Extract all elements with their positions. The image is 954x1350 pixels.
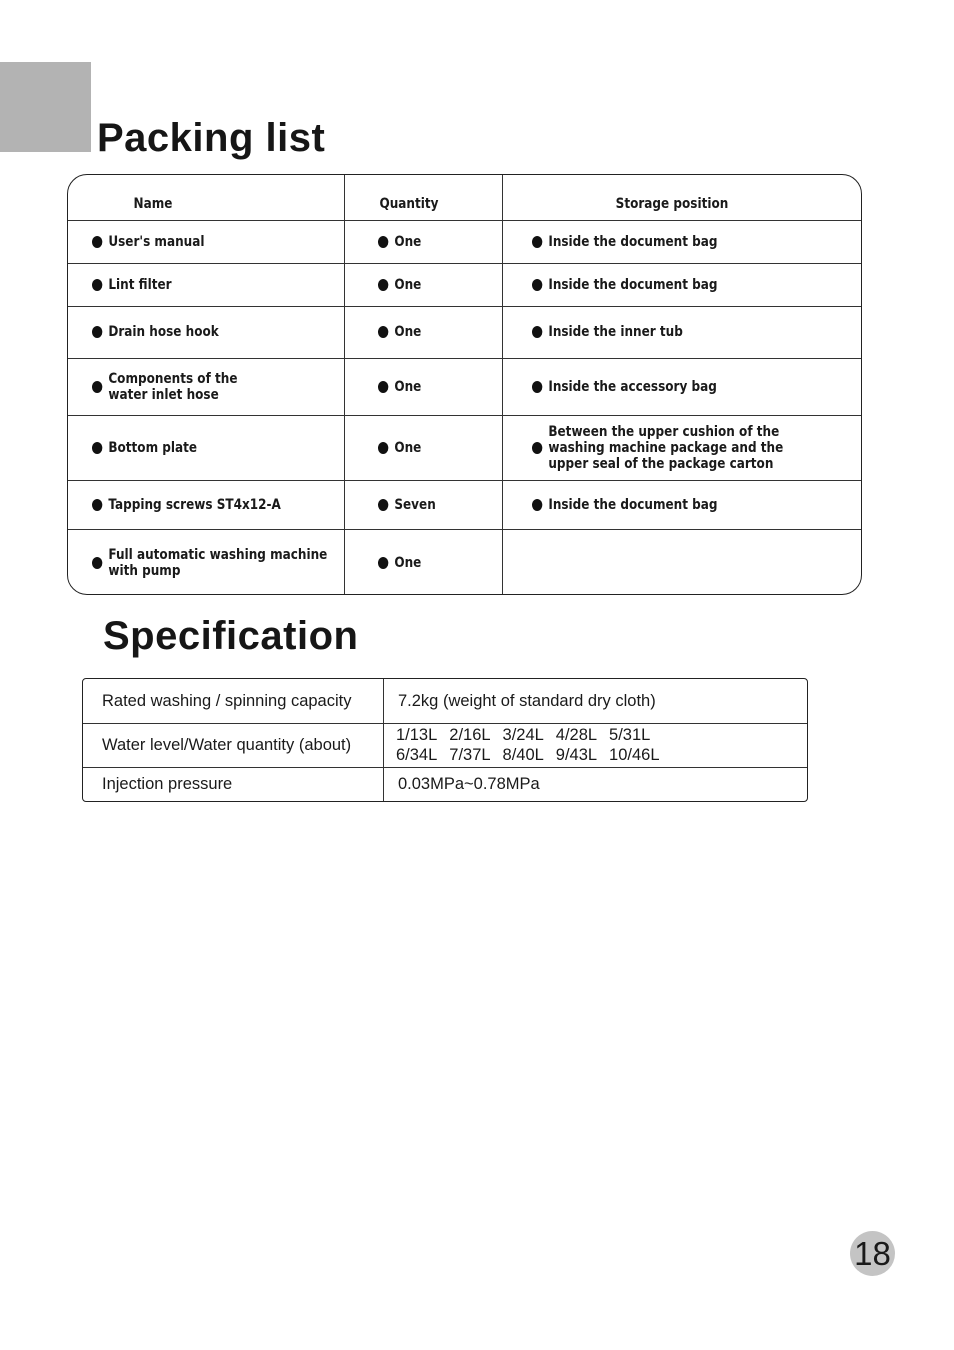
spec-value-line: 7.2kg (weight of standard dry cloth) bbox=[398, 691, 656, 710]
spec-value bbox=[398, 767, 798, 801]
specification-title: Specification bbox=[103, 614, 359, 658]
bullet-icon bbox=[92, 499, 102, 511]
bullet-icon bbox=[378, 557, 388, 569]
bullet-icon bbox=[378, 381, 388, 393]
bullet-icon bbox=[92, 236, 102, 248]
bullet-icon bbox=[378, 236, 388, 248]
cell-text bbox=[548, 379, 717, 395]
cell-text bbox=[394, 277, 421, 293]
cell-text bbox=[394, 555, 421, 571]
bullet-icon bbox=[92, 442, 102, 454]
bullet-icon bbox=[378, 279, 388, 291]
cell-text bbox=[108, 547, 327, 579]
cell-line: One bbox=[394, 439, 422, 456]
bullet-icon bbox=[532, 442, 542, 454]
spec-label: Water level/Water quantity (about) bbox=[102, 735, 352, 754]
cell-line: Inside the document bag bbox=[548, 276, 718, 293]
item-storage-position bbox=[532, 263, 807, 306]
cell-line: Components of the bbox=[108, 370, 238, 387]
cell-line: Full automatic washing machine bbox=[108, 546, 328, 563]
cell-line: Inside the accessory bag bbox=[548, 378, 717, 395]
item-storage-position bbox=[532, 480, 807, 529]
bullet-icon bbox=[532, 499, 542, 511]
item-name bbox=[92, 529, 328, 595]
cell-text bbox=[108, 440, 197, 456]
cell-line: with pump bbox=[108, 562, 181, 579]
cell-line: One bbox=[394, 324, 422, 340]
column-divider bbox=[502, 175, 503, 594]
cell-line: Inside the inner tub bbox=[548, 324, 683, 340]
bullet-icon bbox=[532, 236, 542, 248]
cell-line: Lint filter bbox=[108, 276, 172, 293]
item-storage-position bbox=[532, 358, 807, 415]
cell-text bbox=[394, 379, 421, 395]
bullet-icon bbox=[92, 381, 102, 393]
cell-text bbox=[548, 234, 717, 250]
spec-value bbox=[396, 723, 796, 767]
cell-text bbox=[394, 497, 435, 513]
cell-text bbox=[548, 324, 683, 340]
bullet-icon bbox=[378, 499, 388, 511]
corner-tab-block bbox=[0, 62, 91, 152]
item-quantity bbox=[378, 263, 481, 306]
cell-text bbox=[548, 497, 717, 513]
item-storage-position bbox=[532, 415, 807, 480]
cell-text bbox=[394, 440, 421, 456]
column-divider bbox=[383, 679, 384, 801]
cell-line: Between the upper cushion of the bbox=[548, 423, 780, 440]
item-name bbox=[92, 480, 309, 529]
bullet-icon bbox=[92, 279, 102, 291]
cell-text bbox=[108, 371, 237, 403]
item-quantity bbox=[378, 220, 481, 263]
cell-text bbox=[548, 424, 783, 472]
spec-value-line: 1/13L 2/16L 3/24L 4/28L 5/31L bbox=[396, 726, 651, 744]
item-name bbox=[92, 358, 309, 415]
item-storage-position bbox=[532, 220, 807, 263]
cell-line: Drain hose hook bbox=[108, 324, 219, 340]
spec-label: Rated washing / spinning capacity bbox=[102, 691, 352, 710]
cell-line: water inlet hose bbox=[108, 386, 219, 403]
cell-line: One bbox=[394, 378, 422, 395]
page-number-badge: 18 bbox=[850, 1231, 895, 1276]
bullet-icon bbox=[378, 326, 388, 338]
cell-line: User's manual bbox=[108, 233, 205, 250]
packing-list-title: Packing list bbox=[97, 116, 326, 160]
specification-table bbox=[82, 678, 808, 802]
item-name bbox=[92, 306, 309, 358]
cell-line: Seven bbox=[394, 496, 436, 513]
header-quantity: Quantity bbox=[379, 196, 439, 212]
item-quantity bbox=[378, 358, 481, 415]
cell-line: One bbox=[394, 276, 422, 293]
cell-line: Inside the document bag bbox=[548, 233, 718, 250]
cell-text bbox=[108, 234, 204, 250]
header-name: Name bbox=[133, 196, 173, 212]
item-name bbox=[92, 220, 309, 263]
bullet-icon bbox=[532, 279, 542, 291]
cell-line: One bbox=[394, 554, 422, 571]
item-name bbox=[92, 263, 309, 306]
cell-line: One bbox=[394, 233, 422, 250]
item-quantity bbox=[378, 480, 481, 529]
item-storage-position bbox=[532, 306, 807, 358]
spec-value bbox=[398, 679, 798, 723]
item-name bbox=[92, 415, 309, 480]
cell-line: washing machine package and the bbox=[548, 439, 784, 456]
header-storage-position: Storage position bbox=[615, 196, 729, 212]
bullet-icon bbox=[378, 442, 388, 454]
bullet-icon bbox=[92, 326, 102, 338]
spec-value-line: 6/34L 7/37L 8/40L 9/43L 10/46L bbox=[396, 746, 660, 764]
spec-value-line: 0.03MPa~0.78MPa bbox=[398, 774, 540, 793]
bullet-icon bbox=[532, 326, 542, 338]
cell-line: upper seal of the package carton bbox=[548, 455, 774, 472]
bullet-icon bbox=[92, 557, 102, 569]
item-quantity bbox=[378, 306, 481, 358]
spec-label: Injection pressure bbox=[102, 774, 233, 793]
item-quantity bbox=[378, 415, 481, 480]
column-divider bbox=[344, 175, 345, 594]
bullet-icon bbox=[532, 381, 542, 393]
cell-text bbox=[108, 324, 218, 340]
cell-text bbox=[394, 324, 421, 340]
cell-line: Tapping screws ST4x12-A bbox=[108, 496, 281, 513]
cell-line: Inside the document bag bbox=[548, 496, 718, 513]
cell-text bbox=[108, 497, 281, 513]
item-quantity bbox=[378, 529, 481, 595]
cell-text bbox=[108, 277, 171, 293]
cell-text bbox=[394, 234, 421, 250]
cell-line: Bottom plate bbox=[108, 439, 198, 456]
cell-text bbox=[548, 277, 717, 293]
packing-list-table bbox=[67, 174, 862, 595]
